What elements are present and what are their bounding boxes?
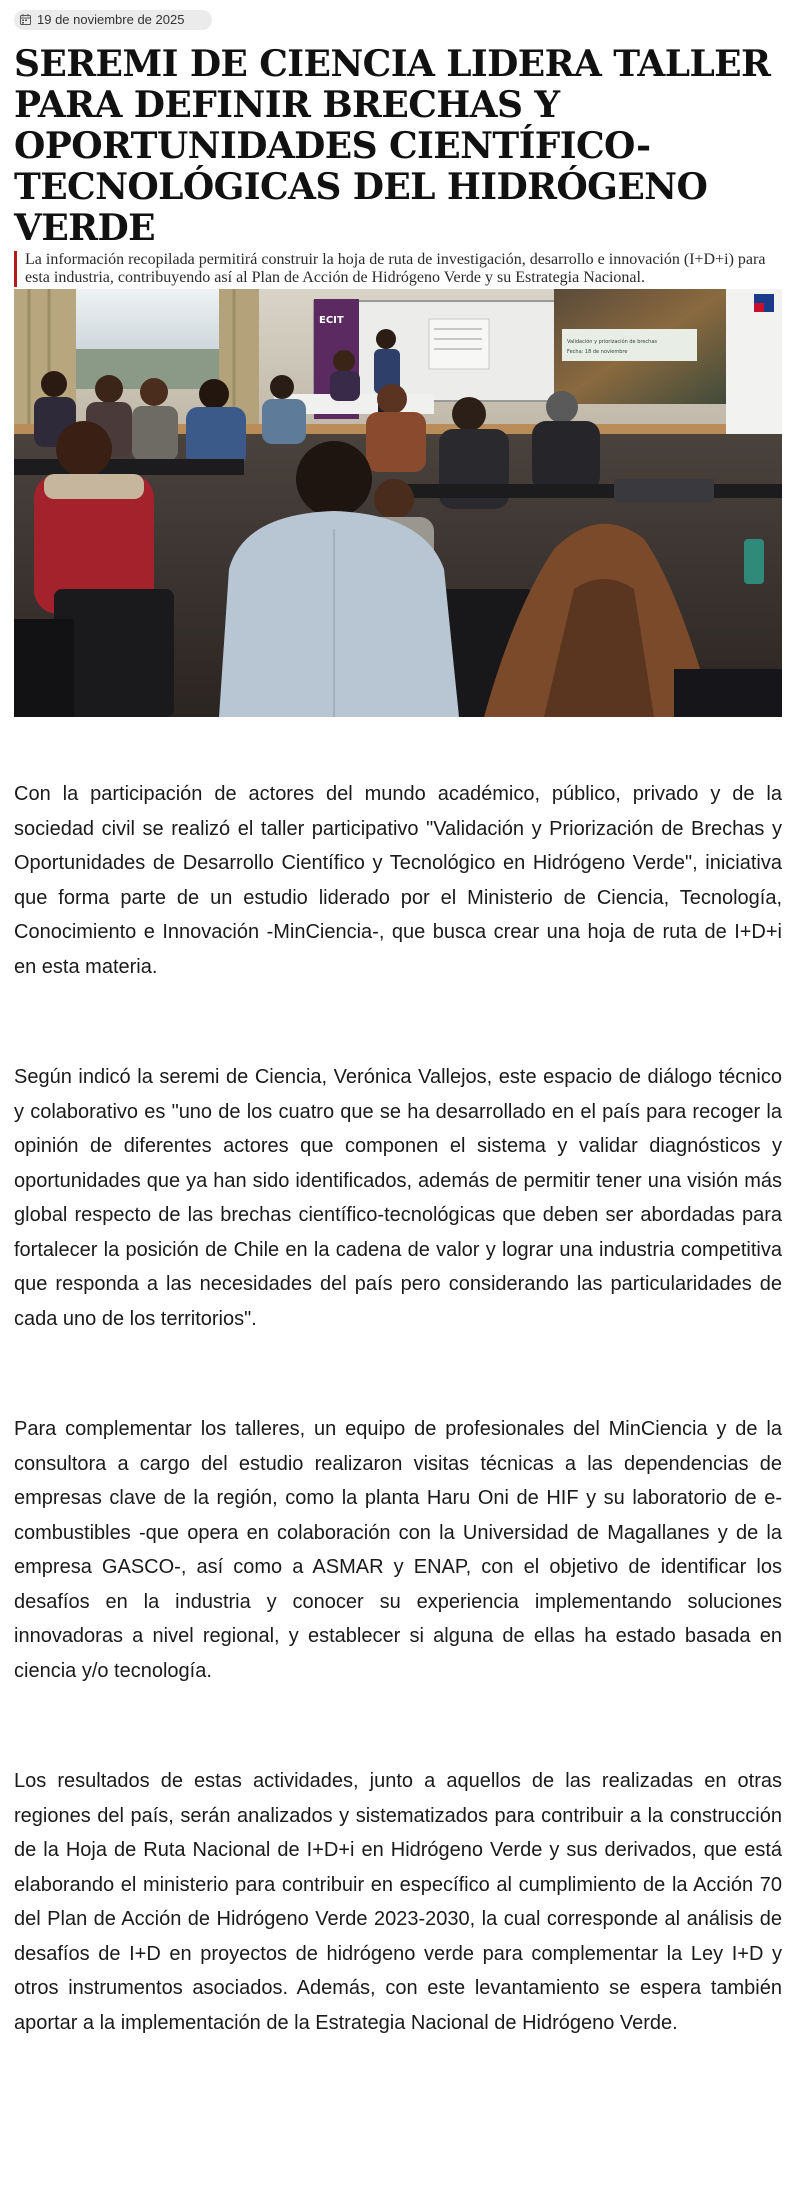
workshop-photo-illustration <box>14 289 782 717</box>
body-paragraph-2: Según indicó la seremi de Ciencia, Verónica Vallejos, este espacio de diálogo técnico y colaborativo es "uno de los cuatro que se ha desarrollado en el país para recoger la opinión de diferentes actores que componen el sistema y validar diagnósticos y oportunidades que ya han sido identificados, además de permitir tener una visión más global respecto de las brechas científico-tecnológicas que deben ser abordadas para fortalecer la posición de Chile en la cadena de valor y lograr una industria competitiva que responda a las necesidades del país pero considerando las particularidades de cada uno de los territorios". <box>14 1066 782 1330</box>
body-paragraph-4: Los resultados de estas actividades, junto a aquellos de las realizadas en otras regiones del país, serán analizados y sistematizados para contribuir a la construcción de la Hoja de Ruta Nacional de I+D+i en Hidrógeno Verde y sus derivados, que está elaborando el ministerio para contribuir en específico al cumplimiento de la Acción 70 del Plan de Acción de Hidrógeno Verde 2023-2030, la cual corresponde al análisis de desafíos de I+D en proyectos de hidrógeno verde para complementar la Ley I+D y otros instrumentos asociados. Además, con este levantamiento se espera también aportar a la implementación de la Estrategia Nacional de Hidrógeno Verde. <box>14 1770 782 2034</box>
screen-text-line-1: Validación y priorización de brechas <box>567 339 658 345</box>
article-title: SEREMI DE CIENCIA LIDERA TALLER PARA DEFINIR BRECHAS Y OPORTUNIDADES CIENTÍFICO-TECNOLÓGICAS DEL HIDRÓGENO VERDE <box>14 43 771 249</box>
article <box>14 10 782 2040</box>
article-lead: La información recopilada permitirá construir la hoja de ruta de investigación, desarrollo e innovación (I+D+i) para esta industria, contribuyendo así al Plan de Acción de Hidrógeno Verde y su Estrategia Nacional. <box>14 251 782 287</box>
article-date: 19 de noviembre de 2025 <box>37 12 185 27</box>
body-paragraph-1: Con la participación de actores del mundo académico, público, privado y de la sociedad civil se realizó el taller participativo "Validación y Priorización de Brechas y Oportunidades de Desarrollo Científico y Tecnológico en Hidrógeno Verde", iniciativa que forma parte de un estudio liderado por el Ministerio de Ciencia, Tecnología, Conocimiento e Innovación -MinCiencia-, que busca crear una hoja de ruta de I+D+i en esta materia. <box>14 783 782 978</box>
body-paragraph-3: Para complementar los talleres, un equipo de profesionales del MinCiencia y de la consultora a cargo del estudio realizaron visitas técnicas a las dependencias de empresas clave de la región, como la planta Haru Oni de HIF y su laboratorio de e-combustibles -que opera en colaboración con la Universidad de Magallanes y de la empresa GASCO-, así como a ASMAR y ENAP, con el objetivo de identificar los desafíos en la industria y conocer su experiencia implementando soluciones innovadoras a nivel regional, y establecer si alguna de ellas ha estado basada en ciencia y/o tecnología. <box>14 1418 782 1682</box>
calendar-icon <box>20 14 31 25</box>
article-body <box>14 777 782 2040</box>
article-photo <box>14 289 782 717</box>
banner-text: ECIT <box>319 315 344 326</box>
screen-text-line-2: Fecha: 18 de noviembre <box>567 349 628 355</box>
date-badge <box>14 10 212 30</box>
